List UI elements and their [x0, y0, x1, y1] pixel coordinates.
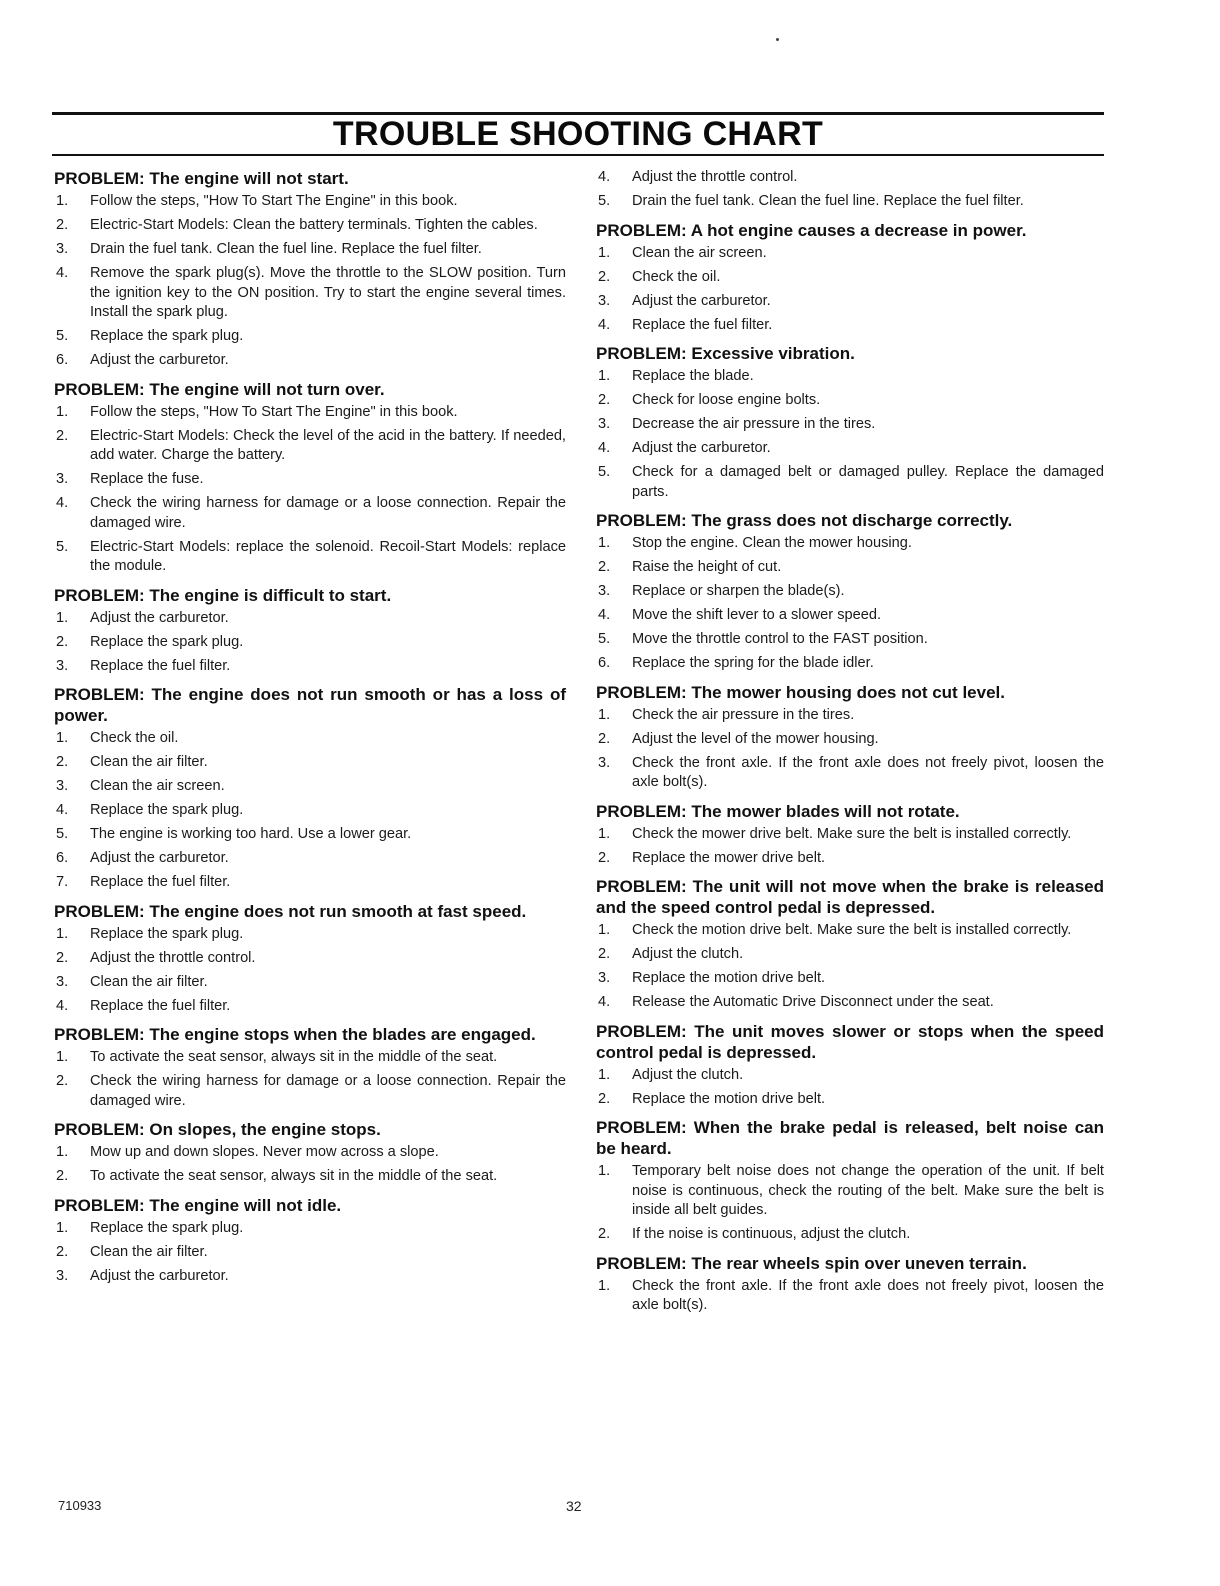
step-item: [54, 849, 566, 869]
step-number: 3.: [598, 292, 611, 309]
step-number: 4.: [56, 265, 69, 281]
step-text: Check the oil.: [90, 730, 179, 746]
problem-section: [596, 220, 1104, 336]
step-item: [54, 240, 566, 260]
step-text: Replace the motion drive belt.: [632, 1090, 826, 1107]
step-number: 5.: [598, 631, 611, 647]
problem-heading: PROBLEM: The engine does not run smooth or has a loss of power.: [54, 685, 566, 725]
problem-section: [54, 1024, 566, 1111]
step-number: 1.: [598, 825, 611, 842]
step-item: [54, 1167, 566, 1187]
problem-section: [596, 343, 1104, 502]
step-list: [54, 1048, 566, 1111]
step-text: Drain the fuel tank. Clean the fuel line. Replace the fuel filter.: [90, 241, 482, 257]
step-item: [54, 777, 566, 797]
step-text: Replace the spark plug.: [90, 328, 244, 344]
step-number: 1.: [56, 730, 69, 746]
step-text: Replace the spark plug.: [90, 1219, 244, 1236]
step-item: [596, 244, 1104, 264]
problem-section: [596, 801, 1104, 869]
step-text: Release the Automatic Drive Disconnect under the seat.: [632, 994, 994, 1010]
step-text: Clean the air filter.: [90, 1243, 208, 1260]
step-text: Replace the fuel filter.: [632, 316, 773, 333]
step-text: Check the wiring harness for damage or a loose connection. Repair the damaged wire.: [90, 495, 566, 531]
step-text: Move the throttle control to the FAST position.: [632, 631, 928, 647]
problem-heading: PROBLEM: The unit moves slower or stops when the speed control pedal is depressed.: [596, 1021, 1104, 1062]
step-text: Adjust the clutch.: [632, 1066, 744, 1083]
step-text: Adjust the carburetor.: [632, 440, 771, 456]
step-item: [54, 494, 566, 533]
step-item: [54, 753, 566, 773]
step-item: [596, 754, 1104, 793]
step-number: 3.: [598, 583, 611, 599]
step-text: Drain the fuel tank. Clean the fuel line. Replace the fuel filter.: [632, 193, 1024, 209]
step-number: 2.: [598, 268, 611, 285]
step-item: [54, 264, 566, 323]
step-number: 1.: [56, 1049, 69, 1065]
step-number: 2.: [56, 949, 69, 966]
step-list: [596, 706, 1104, 793]
step-number: 4.: [56, 997, 69, 1014]
step-item: [596, 1162, 1104, 1221]
step-list: [54, 609, 566, 677]
step-item: [596, 969, 1104, 989]
step-text: Replace the spring for the blade idler.: [632, 655, 874, 671]
step-item: [596, 654, 1104, 674]
left-column: [54, 168, 566, 1294]
problem-heading: PROBLEM: The engine will not start.: [54, 169, 349, 188]
step-number: 1.: [598, 1066, 611, 1083]
problem-heading: PROBLEM: A hot engine causes a decrease in power.: [596, 220, 1027, 240]
step-item: [596, 292, 1104, 312]
step-number: 3.: [56, 973, 69, 990]
step-item: [596, 1277, 1104, 1316]
step-text: Check the air pressure in the tires.: [632, 706, 855, 723]
step-text: Adjust the carburetor.: [90, 609, 229, 626]
step-text: Replace or sharpen the blade(s).: [632, 583, 845, 599]
step-text: Remove the spark plug(s). Move the throttle to the SLOW position. Turn the ignition key to the ON position. Try to start the engine several times. Install the spark plug.: [90, 265, 566, 320]
step-text: Clean the air filter.: [90, 973, 208, 990]
step-item: [54, 1267, 566, 1287]
step-text: To activate the seat sensor, always sit in the middle of the seat.: [90, 1049, 498, 1065]
step-list: [596, 825, 1104, 869]
step-item: [596, 606, 1104, 626]
step-number: 2.: [56, 633, 69, 650]
step-text: Replace the spark plug.: [90, 633, 244, 650]
step-item: [54, 997, 566, 1017]
step-text: Temporary belt noise does not change the operation of the unit. If belt noise is continuous, check the routing of the belt. Make sure the belt is inside all belt guides.: [632, 1163, 1104, 1218]
problem-section: [54, 585, 566, 677]
problem-section: [596, 682, 1104, 793]
step-item: [54, 825, 566, 845]
problem-section: [596, 1117, 1104, 1245]
step-item: [54, 973, 566, 993]
step-number: 4.: [56, 495, 69, 511]
step-text: Follow the steps, "How To Start The Engine" in this book.: [90, 193, 458, 209]
step-number: 3.: [598, 970, 611, 986]
step-item: [54, 1219, 566, 1239]
step-number: 1.: [56, 1144, 69, 1160]
step-number: 1.: [56, 925, 69, 942]
step-number: 3.: [598, 416, 611, 432]
step-item: [54, 216, 566, 236]
step-list: [596, 1162, 1104, 1245]
step-text: Check the front axle. If the front axle does not freely pivot, loosen the axle bolt(s).: [632, 1277, 1104, 1313]
step-item: [596, 168, 1104, 188]
step-item: [596, 415, 1104, 435]
step-number: 6.: [56, 850, 69, 866]
step-number: 2.: [56, 1168, 69, 1184]
problem-section: [54, 1195, 566, 1287]
step-number: 4.: [598, 607, 611, 623]
step-text: Follow the steps, "How To Start The Engine" in this book.: [90, 403, 458, 420]
problem-heading: PROBLEM: The unit will not move when the brake is released and the speed control pedal is depressed.: [596, 877, 1104, 917]
step-number: 1.: [598, 1277, 611, 1294]
step-item: [54, 633, 566, 653]
step-item: [596, 849, 1104, 869]
problem-heading: PROBLEM: On slopes, the engine stops.: [54, 1120, 381, 1139]
problem-section: [54, 379, 566, 577]
step-number: 4.: [598, 316, 611, 333]
step-item: [54, 801, 566, 821]
step-text: Stop the engine. Clean the mower housing.: [632, 535, 912, 551]
step-number: 4.: [56, 802, 69, 818]
step-number: 3.: [56, 241, 69, 257]
step-item: [596, 367, 1104, 387]
step-item: [596, 316, 1104, 336]
problem-section: [54, 901, 566, 1017]
step-item: [596, 391, 1104, 411]
step-list: [54, 192, 566, 371]
step-list: [596, 367, 1104, 502]
step-text: Replace the spark plug.: [90, 802, 244, 818]
problem-heading: PROBLEM: The rear wheels spin over uneven terrain.: [596, 1253, 1027, 1273]
right-column: [596, 168, 1104, 1324]
step-text: Replace the spark plug.: [90, 925, 244, 942]
scan-speck: [776, 38, 779, 41]
step-list: [596, 921, 1104, 1013]
problem-heading: PROBLEM: The engine is difficult to start.: [54, 585, 392, 605]
step-number: 3.: [56, 471, 69, 487]
step-text: Electric-Start Models: Check the level of the acid in the battery. If needed, add water. Charge the battery.: [90, 427, 566, 463]
step-number: 5.: [598, 464, 611, 480]
step-number: 5.: [56, 826, 69, 842]
step-number: 4.: [598, 169, 611, 185]
title-rule-bottom: [52, 154, 1104, 156]
step-item: [596, 558, 1104, 578]
step-item: [54, 1048, 566, 1068]
step-number: 1.: [598, 244, 611, 261]
step-text: Clean the air screen.: [90, 778, 225, 794]
step-list: [596, 1277, 1104, 1316]
problem-heading: PROBLEM: When the brake pedal is released, belt noise can be heard.: [596, 1118, 1104, 1158]
step-text: Replace the mower drive belt.: [632, 849, 826, 866]
step-number: 4.: [598, 994, 611, 1010]
step-number: 2.: [56, 754, 69, 770]
step-number: 2.: [598, 849, 611, 866]
problem-heading: PROBLEM: The mower blades will not rotate.: [596, 801, 960, 821]
step-text: Adjust the carburetor.: [632, 292, 771, 309]
step-text: Replace the fuel filter.: [90, 657, 231, 674]
step-item: [54, 949, 566, 969]
problem-heading: PROBLEM: The engine does not run smooth at fast speed.: [54, 901, 527, 921]
step-item: [596, 993, 1104, 1013]
problem-section: [54, 1119, 566, 1187]
step-text: Adjust the level of the mower housing.: [632, 730, 879, 747]
problem-heading: PROBLEM: The mower housing does not cut level.: [596, 682, 1005, 702]
step-item: [596, 730, 1104, 750]
step-list: [596, 1066, 1104, 1110]
step-text: Replace the fuse.: [90, 471, 204, 487]
step-text: Decrease the air pressure in the tires.: [632, 416, 876, 432]
step-item: [596, 582, 1104, 602]
step-text: Electric-Start Models: Clean the battery terminals. Tighten the cables.: [90, 217, 538, 233]
problem-section: [54, 168, 566, 371]
step-number: 2.: [598, 946, 611, 962]
step-number: 1.: [56, 609, 69, 626]
step-list: [54, 1143, 566, 1187]
step-item: [596, 268, 1104, 288]
step-text: Adjust the carburetor.: [90, 352, 229, 368]
step-item: [596, 921, 1104, 941]
step-item: [54, 538, 566, 577]
step-list: [54, 925, 566, 1017]
step-list: [596, 534, 1104, 674]
step-item: [54, 403, 566, 423]
step-item: [54, 1143, 566, 1163]
problem-section: [596, 510, 1104, 674]
problem-heading: PROBLEM: The engine stops when the blades are engaged.: [54, 1025, 536, 1044]
step-list: [596, 244, 1104, 336]
step-text: Adjust the clutch.: [632, 946, 744, 962]
step-text: Adjust the carburetor.: [90, 1267, 229, 1284]
step-text: Move the shift lever to a slower speed.: [632, 607, 882, 623]
step-number: 1.: [598, 535, 611, 551]
step-number: 6.: [56, 352, 69, 368]
step-item: [596, 534, 1104, 554]
step-item: [596, 706, 1104, 726]
problem-section: [596, 876, 1104, 1013]
step-item: [596, 1225, 1104, 1245]
step-number: 4.: [598, 440, 611, 456]
step-text: Replace the fuel filter.: [90, 997, 231, 1014]
step-text: Adjust the carburetor.: [90, 850, 229, 866]
step-number: 3.: [56, 1267, 69, 1284]
step-number: 2.: [56, 427, 69, 444]
step-text: Adjust the throttle control.: [632, 169, 798, 185]
problem-heading: PROBLEM: The engine will not turn over.: [54, 379, 385, 399]
step-text: Check the motion drive belt. Make sure the belt is installed correctly.: [632, 922, 1072, 938]
step-number: 5.: [598, 193, 611, 209]
step-item: [54, 327, 566, 347]
step-item: [54, 470, 566, 490]
step-number: 3.: [56, 657, 69, 674]
step-text: Raise the height of cut.: [632, 559, 782, 575]
step-number: 1.: [598, 1163, 611, 1179]
step-text: Electric-Start Models: replace the solenoid. Recoil-Start Models: replace the module.: [90, 538, 566, 574]
step-number: 1.: [598, 706, 611, 723]
step-number: 2.: [56, 1243, 69, 1260]
step-number: 6.: [598, 655, 611, 671]
step-item: [596, 439, 1104, 459]
step-number: 5.: [56, 328, 69, 344]
problem-section: [596, 168, 1104, 212]
step-item: [54, 657, 566, 677]
step-list: [54, 1219, 566, 1287]
step-text: Check the oil.: [632, 268, 721, 285]
problem-section: [54, 684, 566, 893]
step-item: [54, 351, 566, 371]
page-number: 32: [566, 1498, 582, 1514]
step-text: Replace the motion drive belt.: [632, 970, 826, 986]
step-item: [54, 192, 566, 212]
step-item: [596, 1066, 1104, 1086]
problem-heading: PROBLEM: Excessive vibration.: [596, 344, 855, 363]
step-number: 1.: [56, 193, 69, 209]
step-text: Replace the blade.: [632, 368, 754, 384]
step-item: [54, 729, 566, 749]
problem-section: [596, 1021, 1104, 1110]
problem-heading: PROBLEM: The engine will not idle.: [54, 1195, 342, 1215]
step-number: 3.: [56, 778, 69, 794]
step-text: Clean the air filter.: [90, 754, 208, 770]
step-text: If the noise is continuous, adjust the clutch.: [632, 1226, 911, 1242]
step-item: [54, 925, 566, 945]
step-item: [54, 1243, 566, 1263]
step-text: Adjust the throttle control.: [90, 949, 256, 966]
step-number: 2.: [598, 1226, 611, 1242]
step-text: Check the front axle. If the front axle does not freely pivot, loosen the axle bolt(s).: [632, 754, 1104, 790]
step-text: The engine is working too hard. Use a lower gear.: [90, 826, 412, 842]
step-item: [596, 463, 1104, 502]
page-title: TROUBLE SHOOTING CHART: [332, 115, 824, 153]
document-code: 710933: [58, 1498, 102, 1513]
step-item: [54, 873, 566, 893]
step-number: 7.: [56, 874, 69, 890]
step-text: Check for loose engine bolts.: [632, 392, 821, 408]
step-list: [596, 168, 1104, 212]
step-item: [596, 1090, 1104, 1110]
step-text: Mow up and down slopes. Never mow across a slope.: [90, 1144, 439, 1160]
step-number: 1.: [598, 922, 611, 938]
step-number: 2.: [56, 217, 69, 233]
step-number: 2.: [598, 392, 611, 408]
step-text: Check the wiring harness for damage or a loose connection. Repair the damaged wire.: [90, 1073, 566, 1109]
step-item: [596, 825, 1104, 845]
step-item: [54, 609, 566, 629]
step-number: 2.: [598, 559, 611, 575]
step-item: [596, 945, 1104, 965]
step-number: 1.: [56, 403, 69, 420]
step-number: 1.: [56, 1219, 69, 1236]
step-number: 1.: [598, 368, 611, 384]
step-item: [596, 630, 1104, 650]
step-text: Check the mower drive belt. Make sure the belt is installed correctly.: [632, 825, 1072, 842]
step-list: [54, 729, 566, 893]
step-text: Check for a damaged belt or damaged pulley. Replace the damaged parts.: [632, 464, 1104, 500]
step-text: Clean the air screen.: [632, 244, 767, 261]
step-text: Replace the fuel filter.: [90, 874, 231, 890]
step-item: [54, 427, 566, 466]
step-list: [54, 403, 566, 577]
step-item: [596, 192, 1104, 212]
step-text: To activate the seat sensor, always sit in the middle of the seat.: [90, 1168, 498, 1184]
step-number: 5.: [56, 538, 69, 555]
problem-section: [596, 1253, 1104, 1316]
step-number: 2.: [56, 1073, 69, 1089]
step-item: [54, 1072, 566, 1111]
step-number: 2.: [598, 1090, 611, 1107]
problem-heading: PROBLEM: The grass does not discharge correctly.: [596, 511, 1013, 530]
step-number: 3.: [598, 754, 611, 771]
step-number: 2.: [598, 730, 611, 747]
